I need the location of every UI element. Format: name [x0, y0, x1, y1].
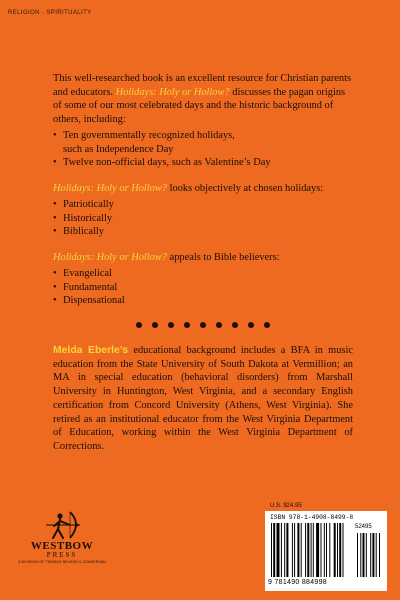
divider-dot: [200, 322, 206, 328]
perspectives-list: [53, 198, 353, 239]
list-item: • Fundamental: [53, 281, 353, 295]
book-title-inline: Holidays: Holy or Hollow?: [115, 86, 230, 98]
list-item: • Patriotically: [53, 198, 353, 212]
audience-list: [53, 267, 353, 308]
archer-icon: [40, 510, 84, 540]
intro-block: [53, 72, 353, 170]
list-item: • Historically: [53, 212, 353, 226]
ean-digits: 9 781490 884998: [268, 579, 327, 586]
section-text: looks objectively at chosen holidays:: [169, 183, 324, 195]
section-text: appeals to Bible believers:: [169, 252, 280, 264]
book-title-inline: Holidays: Holy or Hollow?: [53, 252, 168, 264]
dot-divider: [53, 322, 353, 328]
list-item: [53, 156, 353, 170]
publisher-press: PRESS: [46, 551, 78, 559]
section-heading: [53, 251, 353, 265]
intro-list: [53, 129, 353, 170]
list-item-text: Twelve non-official days, such as Valentine’s Day: [63, 157, 271, 169]
list-item: • Biblically: [53, 225, 353, 239]
list-item-subtext: such as Independence Day: [63, 143, 174, 155]
section-perspectives: [53, 182, 353, 239]
publisher-name: WESTBOW: [30, 540, 94, 552]
list-item: • Evangelical: [53, 267, 353, 281]
price-label: U.S. $24.95: [270, 503, 302, 509]
divider-dot: [216, 322, 222, 328]
author-bio: [53, 344, 353, 454]
divider-dot: [152, 322, 158, 328]
barcode: [265, 511, 387, 591]
list-item: • Dispensational: [53, 294, 353, 308]
section-heading: [53, 182, 353, 196]
divider-dot: [248, 322, 254, 328]
book-title-inline: Holidays: Holy or Hollow?: [53, 183, 168, 195]
isbn-text: ISBN 978-1-4908-8499-8: [270, 514, 354, 521]
intro-text-a: This well-researched book is an excellent resource for Christian parents and educators.: [53, 73, 352, 98]
divider-dot: [232, 322, 238, 328]
list-item: [53, 129, 353, 156]
divider-dot: [264, 322, 270, 328]
intro-paragraph: [53, 72, 353, 127]
list-item-text: Ten governmentally recognized holidays,: [63, 129, 235, 141]
category-label: RELIGION · SPIRITUALITY: [8, 10, 92, 16]
barcode-bars: [269, 523, 383, 579]
section-audience: [53, 251, 353, 308]
publisher-logo: [10, 510, 114, 590]
addon-digits: 52495: [355, 524, 372, 530]
divider-dot: [184, 322, 190, 328]
intro-text-b: discusses the pagan origins of some of our most celebrated days and the historic background of others, including:: [53, 86, 346, 126]
divider-dot: [168, 322, 174, 328]
author-name: Melda Eberle’s: [53, 345, 129, 357]
back-cover-text: [53, 72, 353, 454]
divider-dot: [136, 322, 142, 328]
author-bio-text: educational background includes a BFA in music education from the State University of South Dakota at Vermillion; an MA in special education (behavioral disorders) from Marshall University in Huntington, West Virginia, and a secondary English certification from Concord University (Athens, West Virginia). She retired as an institutional educator from the West Virginia Department of Education, working within the West Virginia Department of Corrections.: [53, 345, 353, 453]
publisher-division: A DIVISION OF THOMAS NELSON & ZONDERVAN: [18, 560, 106, 564]
